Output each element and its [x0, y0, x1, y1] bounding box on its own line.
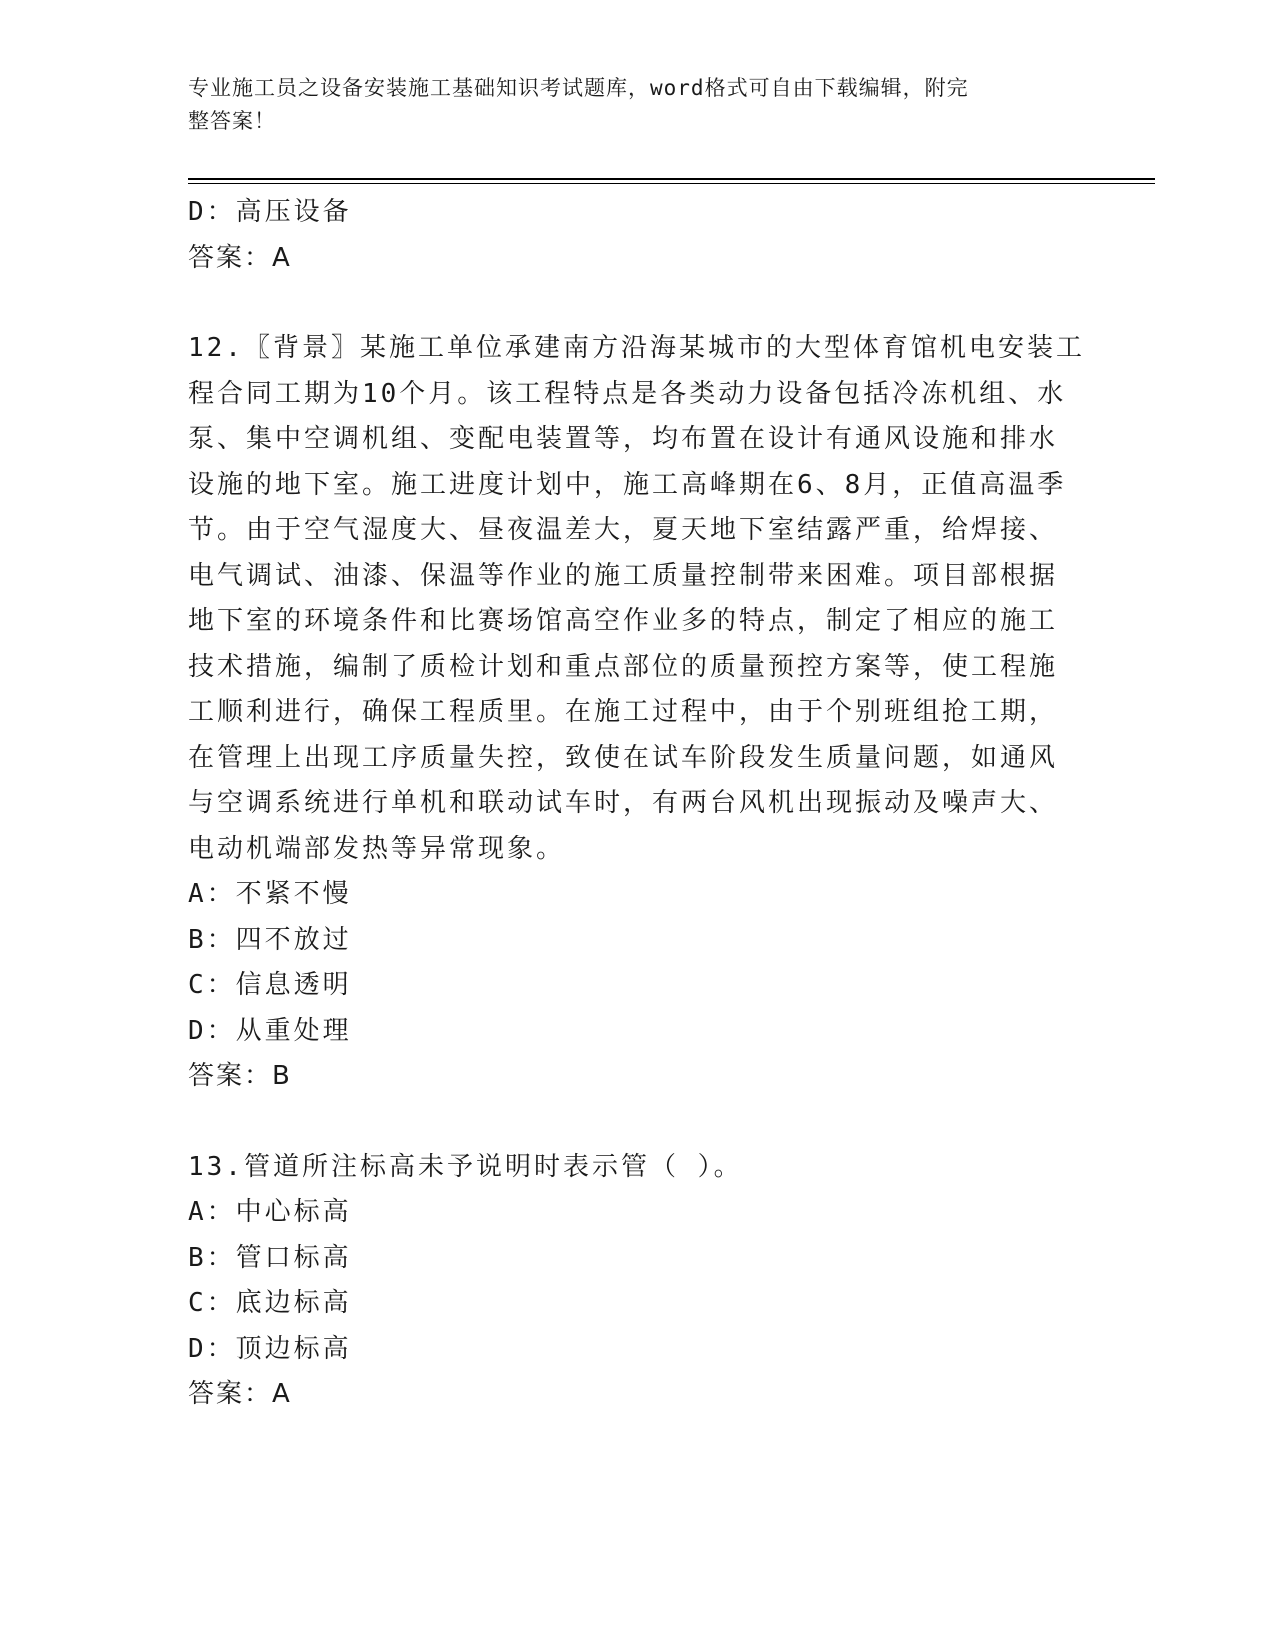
- q12-stem-line: 工顺利进行，确保工程质里。在施工过程中，由于个别班组抢工期，: [188, 697, 1059, 727]
- q13-option-c: C：底边标高: [188, 1288, 352, 1318]
- q12-stem-line: 在管理上出现工序质量失控，致使在试车阶段发生质量问题，如通风: [188, 742, 1059, 773]
- q12-stem-line: 设施的地下室。施工进度计划中，施工高峰期在6、8月，正值高温季: [188, 469, 1067, 500]
- document-body: [188, 190, 1088, 1418]
- q12-stem-line: 12.〖背景〗某施工单位承建南方沿海某城市的大型体育馆机电安装工: [188, 333, 1085, 363]
- question-13: [188, 1145, 1088, 1418]
- document-header: [188, 72, 1068, 138]
- q12-option-d: D：从重处理: [188, 1015, 352, 1046]
- q12-option-c: C：信息透明: [188, 970, 352, 1000]
- q13-option-b: B：管口标高: [188, 1242, 352, 1273]
- header-divider-thick: [188, 178, 1155, 180]
- q11-option-d: D：高压设备: [188, 197, 352, 227]
- question-12: [188, 326, 1088, 1100]
- q13-option-d: D：顶边标高: [188, 1333, 352, 1364]
- header-divider-thin: [188, 183, 1155, 184]
- q12-stem-line: 电气调试、油漆、保温等作业的施工质量控制带来困难。项目部根据: [188, 560, 1059, 591]
- q11-answer: 答案：A: [188, 242, 292, 273]
- q12-option-b: B：四不放过: [188, 924, 352, 955]
- q12-answer: 答案：B: [188, 1061, 292, 1091]
- question-11-tail: [188, 190, 1088, 281]
- q12-stem-line: 泵、集中空调机组、变配电装置等，均布置在设计有通风设施和排水: [188, 424, 1059, 454]
- header-line-2: 整答案！: [188, 109, 276, 133]
- q12-stem-line: 程合同工期为10个月。该工程特点是各类动力设备包括冷冻机组、水: [188, 378, 1067, 409]
- q12-stem-line: 电动机端部发热等异常现象。: [188, 833, 566, 864]
- q12-stem-line: 节。由于空气湿度大、昼夜温差大，夏天地下室结露严重，给焊接、: [188, 515, 1059, 545]
- header-line-1: 专业施工员之设备安装施工基础知识考试题库，word格式可自由下载编辑，附完: [188, 76, 969, 100]
- q13-option-a: A：中心标高: [188, 1197, 352, 1227]
- q12-stem-line: 地下室的环境条件和比赛场馆高空作业多的特点，制定了相应的施工: [188, 606, 1059, 636]
- q13-answer: 答案：A: [188, 1379, 292, 1409]
- q13-stem: 13.管道所注标高未予说明时表示管（ ）。: [188, 1151, 743, 1182]
- q12-stem-line: 与空调系统进行单机和联动试车时，有两台风机出现振动及噪声大、: [188, 788, 1059, 818]
- q12-option-a: A：不紧不慢: [188, 879, 352, 909]
- q12-stem-line: 技术措施，编制了质检计划和重点部位的质量预控方案等，使工程施: [188, 651, 1059, 682]
